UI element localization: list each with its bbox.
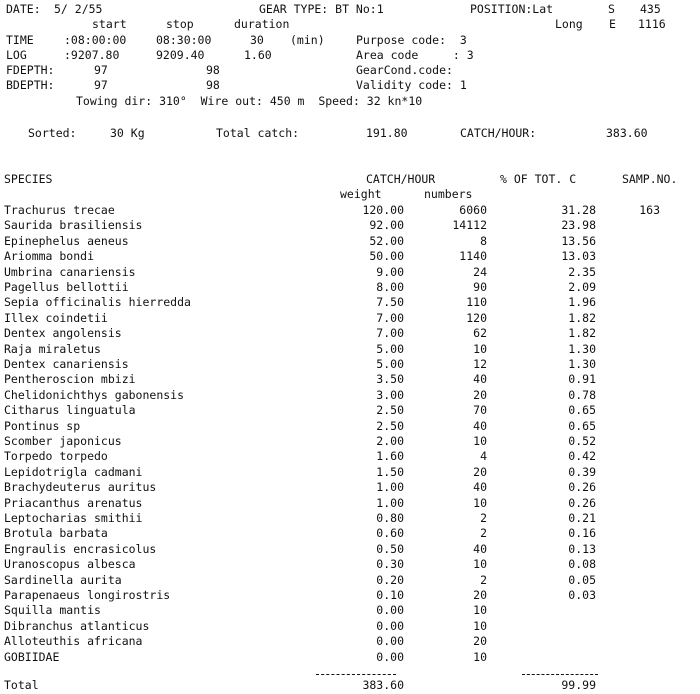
long-direction: E: [609, 17, 616, 31]
table-row: [0, 280, 700, 294]
table-row: [0, 634, 700, 648]
total-catch-label: Total catch:: [216, 126, 300, 140]
percent-of-total: 0.05: [568, 572, 596, 587]
catch-numbers: 8: [480, 233, 487, 248]
percent-of-total: 2.35: [568, 264, 596, 279]
catch-weight: 2.50: [376, 403, 404, 418]
catch-per-hour-heading: CATCH/HOUR: [366, 172, 436, 186]
catch-weight: 5.00: [376, 357, 404, 371]
catch-numbers: 10: [473, 618, 487, 633]
col-stop-heading: stop: [166, 17, 194, 31]
catch-numbers: 40: [473, 418, 487, 433]
table-row: [0, 249, 700, 263]
percent-of-total: 0.26: [568, 495, 596, 510]
species-name: Raja miraletus: [4, 341, 101, 356]
catch-weight: 0.10: [376, 588, 404, 602]
percent-of-total: 0.39: [568, 464, 596, 479]
total-weight: 383.60: [362, 678, 404, 692]
catch-weight: 0.20: [376, 572, 404, 587]
catch-weight: 0.00: [376, 649, 404, 664]
species-name: Alloteuthis africana: [4, 634, 143, 649]
catch-weight: 7.50: [376, 295, 404, 310]
catch-weight: 5.00: [376, 341, 404, 356]
towing-info: Towing dir: 310° Wire out: 450 m Speed: 32 kn*10: [76, 94, 423, 108]
catch-numbers: 1140: [459, 249, 487, 264]
species-name: Citharus linguatula: [4, 403, 136, 418]
table-row: [0, 588, 700, 602]
time-label: TIME: [6, 33, 34, 47]
time-unit: (min): [290, 33, 325, 47]
catch-weight: 8.00: [376, 280, 404, 294]
bdepth-label: BDEPTH:: [6, 78, 55, 92]
catch-numbers: 90: [473, 280, 487, 294]
log-label: LOG: [6, 48, 27, 62]
percent-of-total: 0.65: [568, 418, 596, 433]
species-name: Scomber japonicus: [4, 434, 122, 448]
catch-numbers: 62: [473, 326, 487, 341]
catch-weight: 3.00: [376, 387, 404, 402]
table-row: [0, 619, 700, 633]
catch-weight: 0.50: [376, 541, 404, 556]
fdepth-stop: 98: [206, 63, 220, 77]
catch-weight: 2.00: [376, 434, 404, 448]
species-name: Squilla mantis: [4, 603, 101, 618]
catch-weight: 9.00: [376, 264, 404, 279]
table-row: [0, 496, 700, 510]
bdepth-start: 97: [94, 78, 108, 92]
species-name: Uranoscopus albesca: [4, 557, 136, 572]
catch-weight: 2.50: [376, 418, 404, 433]
catch-numbers: 2: [480, 526, 487, 541]
date-label: DATE:: [6, 2, 41, 16]
col-start-heading: start: [92, 17, 127, 31]
long-label: Long: [555, 17, 583, 31]
species-name: Dibranchus atlanticus: [4, 618, 150, 633]
time-stop: 08:30:00: [156, 33, 212, 47]
catch-numbers: 20: [473, 588, 487, 602]
percent-of-total: 0.91: [568, 372, 596, 387]
table-row: [0, 372, 700, 386]
catch-weight: 0.80: [376, 511, 404, 525]
table-row: [0, 265, 700, 279]
catch-weight: 7.00: [376, 310, 404, 325]
weight-total-rule: [316, 674, 396, 675]
percent-of-total: 0.08: [568, 557, 596, 572]
position-label: POSITION:Lat: [470, 2, 554, 16]
species-name: Parapenaeus longirostris: [4, 588, 171, 602]
catch-numbers: 2: [480, 572, 487, 587]
time-start: :08:00:00: [64, 33, 127, 47]
catch-weight: 0.00: [376, 634, 404, 649]
table-row: [0, 342, 700, 356]
table-row: [0, 357, 700, 371]
species-name: Epinephelus aeneus: [4, 233, 129, 248]
catch-weight: 50.00: [369, 249, 404, 264]
catch-numbers: 6060: [459, 203, 487, 217]
percent-of-total: 1.82: [568, 326, 596, 341]
table-row: [0, 326, 700, 340]
log-distance: 1.60: [244, 48, 272, 62]
total-label: Total: [4, 678, 39, 692]
date-value: 5/ 2/55: [54, 2, 103, 16]
catch-numbers: 10: [473, 495, 487, 510]
species-column-heading: SPECIES: [4, 172, 53, 186]
percent-of-total: 0.26: [568, 480, 596, 495]
sample-number-heading: SAMP.NO.: [622, 172, 678, 186]
species-name: GOBIIDAE: [4, 649, 60, 664]
species-name: Brotula barbata: [4, 526, 108, 541]
species-name: Dentex angolensis: [4, 326, 122, 341]
table-row: [0, 573, 700, 587]
species-name: Sepia officinalis hierredda: [4, 295, 191, 310]
catch-numbers: 10: [473, 341, 487, 356]
species-name: Trachurus trecae: [4, 203, 115, 217]
catch-weight: 7.00: [376, 326, 404, 341]
catch-numbers: 120: [466, 310, 487, 325]
weight-subheading: weight: [340, 187, 382, 201]
total-percent: 99.99: [561, 678, 596, 692]
species-name: Illex coindetii: [4, 310, 108, 325]
catch-numbers: 20: [473, 634, 487, 649]
table-row: [0, 311, 700, 325]
percent-of-total-heading: % OF TOT. C: [500, 172, 577, 186]
catch-numbers: 40: [473, 541, 487, 556]
percent-of-total: 1.30: [568, 341, 596, 356]
table-row: [0, 542, 700, 556]
catch-numbers: 40: [473, 480, 487, 495]
species-name: Pagellus bellottii: [4, 280, 129, 294]
species-name: Pentheroscion mbizi: [4, 372, 136, 387]
catch-weight: 1.60: [376, 449, 404, 464]
table-row: [0, 480, 700, 494]
catch-numbers: 12: [473, 357, 487, 371]
species-name: Brachydeuterus auritus: [4, 480, 157, 495]
catch-weight: 1.00: [376, 480, 404, 495]
log-stop: 9209.40: [156, 48, 205, 62]
catch-per-hour-value: 383.60: [606, 126, 648, 140]
sample-number: 163: [639, 203, 660, 217]
species-name: Engraulis encrasicolus: [4, 541, 157, 556]
percent-of-total: 23.98: [561, 218, 596, 233]
catch-numbers: 2: [480, 511, 487, 525]
fdepth-label: FDEPTH:: [6, 63, 55, 77]
table-row: [0, 434, 700, 448]
col-duration-heading: duration: [234, 17, 290, 31]
percent-of-total: 2.09: [568, 280, 596, 294]
percent-of-total: 0.65: [568, 403, 596, 418]
table-row: [0, 403, 700, 417]
catch-weight: 92.00: [369, 218, 404, 233]
table-row: [0, 557, 700, 571]
catch-numbers: 10: [473, 557, 487, 572]
species-name: Saurida brasiliensis: [4, 218, 143, 233]
catch-numbers: 14112: [452, 218, 487, 233]
percent-of-total: 0.16: [568, 526, 596, 541]
catch-numbers: 24: [473, 264, 487, 279]
table-row: [0, 511, 700, 525]
purpose-code: Purpose code: 3: [356, 33, 467, 47]
catch-weight: 0.00: [376, 603, 404, 618]
gear-condition-code: GearCond.code:: [356, 63, 453, 77]
catch-numbers: 10: [473, 603, 487, 618]
log-start: :9207.80: [64, 48, 120, 62]
bdepth-stop: 98: [206, 78, 220, 92]
species-name: Sardinella aurita: [4, 572, 122, 587]
sorted-value: 30 Kg: [110, 126, 145, 140]
catch-weight: 1.50: [376, 464, 404, 479]
species-name: Priacanthus arenatus: [4, 495, 143, 510]
percent-of-total: 0.42: [568, 449, 596, 464]
percent-total-rule: [522, 674, 598, 675]
table-row: [0, 295, 700, 309]
species-name: Ariomma bondi: [4, 249, 95, 264]
catch-weight: 3.50: [376, 372, 404, 387]
time-duration: 30: [250, 33, 264, 47]
table-row: [0, 650, 700, 664]
table-row: [0, 449, 700, 463]
species-name: Leptocharias smithii: [4, 511, 143, 525]
long-value: 1116: [638, 17, 666, 31]
percent-of-total: 1.96: [568, 295, 596, 310]
numbers-subheading: numbers: [424, 187, 473, 201]
species-name: Torpedo torpedo: [4, 449, 108, 464]
table-row: [0, 526, 700, 540]
validity-code: Validity code: 1: [356, 78, 467, 92]
species-name: Chelidonichthys gabonensis: [4, 387, 185, 402]
percent-of-total: 1.82: [568, 310, 596, 325]
catch-weight: 0.00: [376, 618, 404, 633]
species-name: Pontinus sp: [4, 418, 81, 433]
percent-of-total: 0.03: [568, 588, 596, 602]
catch-weight: 120.00: [362, 203, 404, 217]
percent-of-total: 31.28: [561, 203, 596, 217]
fdepth-start: 97: [94, 63, 108, 77]
percent-of-total: 1.30: [568, 357, 596, 371]
species-name: Lepidotrigla cadmani: [4, 464, 143, 479]
percent-of-total: 0.52: [568, 434, 596, 448]
table-row: [0, 388, 700, 402]
percent-of-total: 13.56: [561, 233, 596, 248]
catch-numbers: 20: [473, 387, 487, 402]
percent-of-total: 0.13: [568, 541, 596, 556]
table-row: [0, 203, 700, 217]
gear-type: GEAR TYPE: BT No:1: [259, 2, 384, 16]
table-row: [0, 234, 700, 248]
sorted-label: Sorted:: [28, 126, 77, 140]
table-row: [0, 218, 700, 232]
percent-of-total: 0.21: [568, 511, 596, 525]
catch-weight: 0.60: [376, 526, 404, 541]
catch-numbers: 40: [473, 372, 487, 387]
table-row: [0, 603, 700, 617]
catch-weight: 52.00: [369, 233, 404, 248]
catch-weight: 0.30: [376, 557, 404, 572]
percent-of-total: 13.03: [561, 249, 596, 264]
area-code: Area code : 3: [356, 48, 474, 62]
species-name: Umbrina canariensis: [4, 264, 136, 279]
catch-numbers: 4: [480, 449, 487, 464]
catch-numbers: 10: [473, 434, 487, 448]
table-row: [0, 419, 700, 433]
catch-numbers: 70: [473, 403, 487, 418]
percent-of-total: 0.78: [568, 387, 596, 402]
catch-numbers: 10: [473, 649, 487, 664]
catch-numbers: 110: [466, 295, 487, 310]
lat-value: 435: [640, 2, 661, 16]
catch-numbers: 20: [473, 464, 487, 479]
lat-direction: S: [608, 2, 615, 16]
catch-weight: 1.00: [376, 495, 404, 510]
total-catch-value: 191.80: [366, 126, 408, 140]
species-name: Dentex canariensis: [4, 357, 129, 371]
table-row: [0, 465, 700, 479]
catch-per-hour-label: CATCH/HOUR:: [460, 126, 537, 140]
